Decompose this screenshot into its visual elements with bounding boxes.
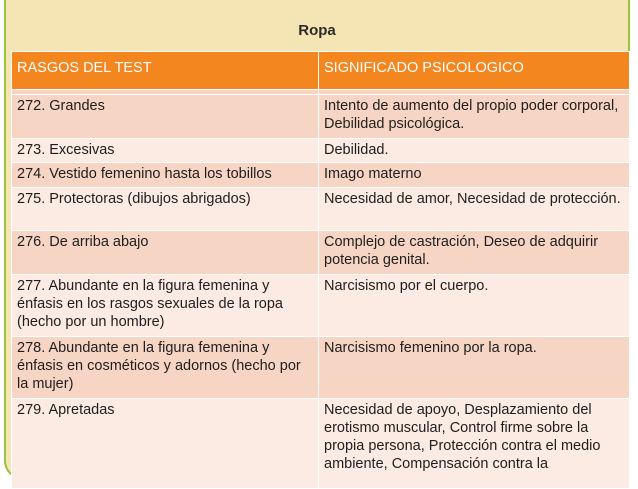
trait-cell: 279. Apretadas [12,399,319,489]
trait-cell: 273. Excesivas [12,139,319,163]
meaning-cell: Narcisismo por el cuerpo. [319,275,630,337]
table-row [12,163,630,188]
trait-cell: 277. Abundante en la figura femenina y énfasis en los rasgos sexuales de la ropa (hecho por un hombre) [12,275,319,337]
meaning-cell: Complejo de castración, Deseo de adquirir potencia genital. [319,231,630,275]
table-row [12,188,630,231]
header-traits: RASGOS DEL TEST [12,52,319,90]
trait-cell: 276. De arriba abajo [12,231,319,275]
meaning-cell: Necesidad de apoyo, Desplazamiento del erotismo muscular, Control firme sobre la propia persona, Protección contra el medio ambiente, Compensación contra la [319,399,630,489]
meaning-cell: Narcisismo femenino por la ropa. [319,337,630,399]
trait-cell: 275. Protectoras (dibujos abrigados) [12,188,319,231]
table-row [12,399,630,489]
trait-cell: 272. Grandes [12,95,319,139]
slide-title: Ropa [298,22,336,39]
meaning-cell: Imago materno [319,163,630,188]
meaning-cell: Necesidad de amor, Necesidad de protección. [319,188,630,231]
header-meaning: SIGNIFICADO PSICOLOGICO [319,52,630,90]
table-row [12,231,630,275]
traits-table [11,51,630,489]
trait-cell: 278. Abundante en la figura femenina y énfasis en cosméticos y adornos (hecho por la mujer) [12,337,319,399]
table-row [12,95,630,139]
table-header-row [12,52,630,90]
table-row [12,139,630,163]
table-row [12,337,630,399]
trait-cell: 274. Vestido femenino hasta los tobillos [12,163,319,188]
meaning-cell: Intento de aumento del propio poder corporal, Debilidad psicológica. [319,95,630,139]
table-row [12,275,630,337]
meaning-cell: Debilidad. [319,139,630,163]
